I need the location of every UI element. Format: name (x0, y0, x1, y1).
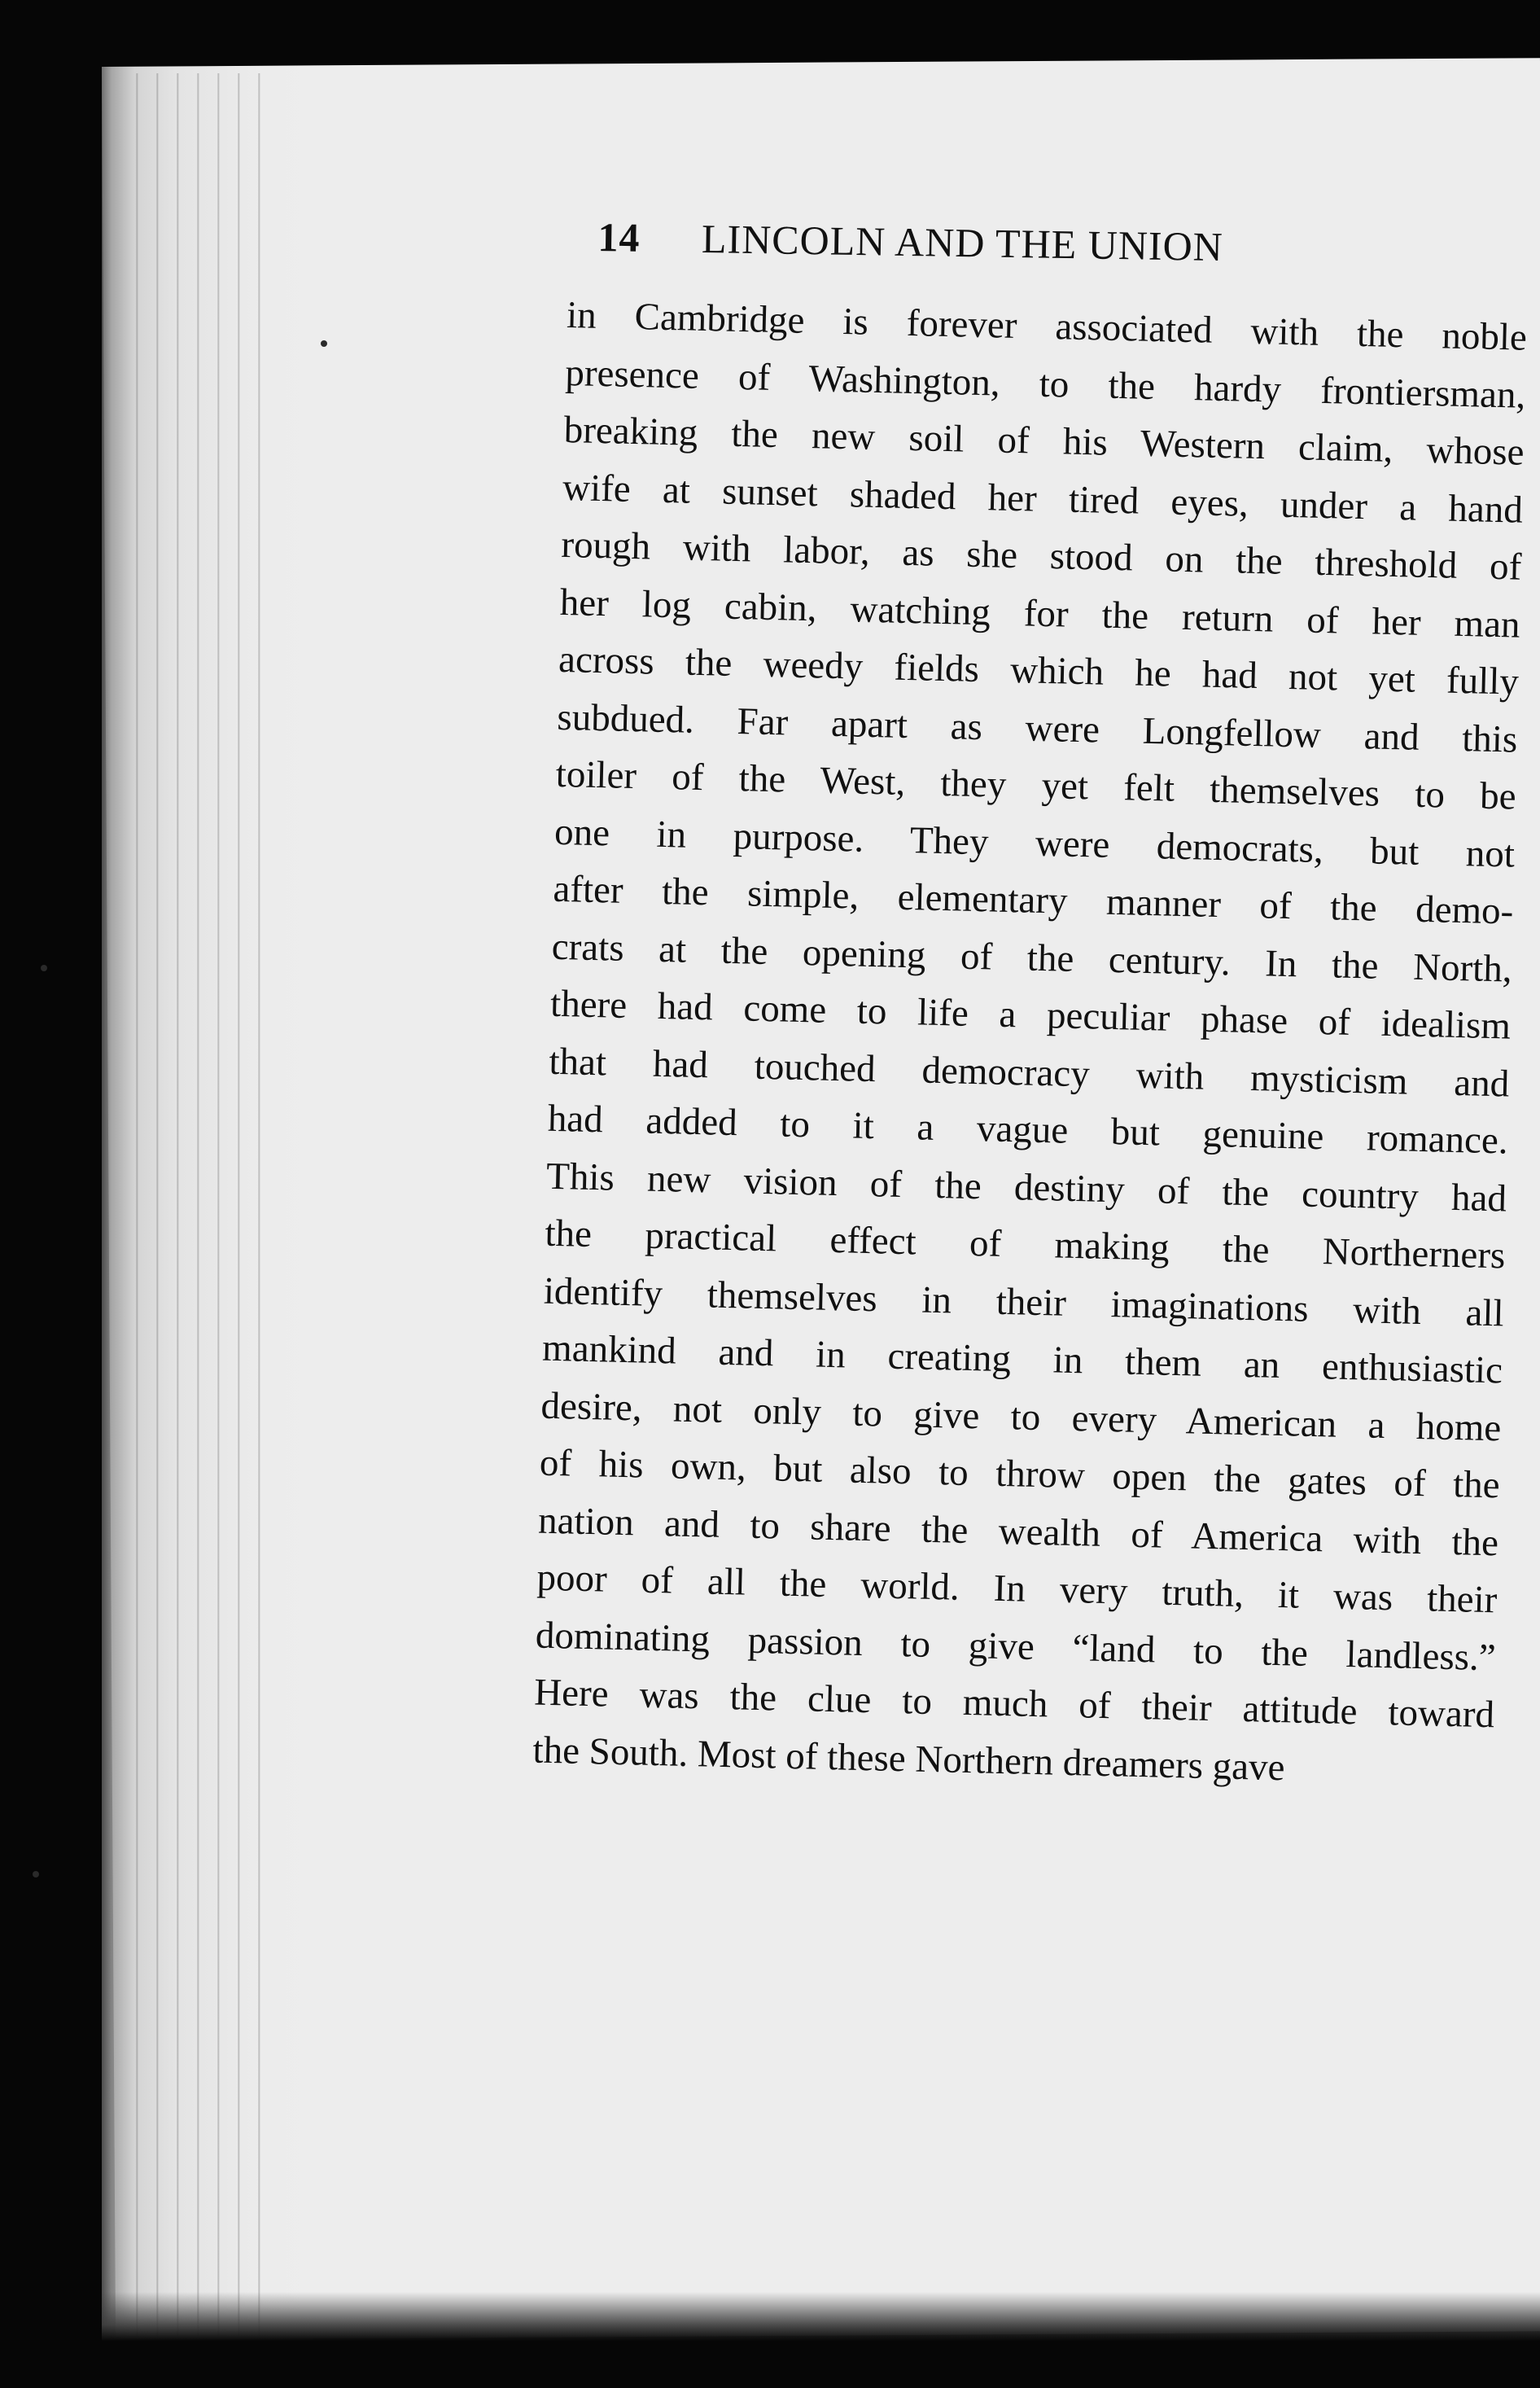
text-line: of his own, but also to throw open the gates of the (539, 1441, 1501, 1507)
text-line: her log cabin, watching for the return of her man (559, 581, 1521, 646)
scan-speck (321, 340, 327, 347)
text-line: breaking the new soil of his Western claim, whose (563, 408, 1525, 474)
running-head: LINCOLN AND THE UNION (701, 216, 1224, 270)
scan-speck (33, 1871, 39, 1878)
text-line: nation and to share the wealth of America with the (537, 1499, 1499, 1564)
text-line: wife at sunset shaded her tired eyes, under a hand (562, 466, 1524, 532)
text-line: toiler of the West, they yet felt themselves to be (555, 752, 1517, 818)
text-line: the practical effect of making the Northerners (544, 1212, 1506, 1277)
text-line: mankind and in creating in them an enthusiastic (541, 1326, 1503, 1392)
text-line: This new vision of the destiny of the country had (545, 1155, 1507, 1220)
text-line: that had touched democracy with mysticism and (548, 1040, 1510, 1106)
text-line: subdued. Far apart as were Longfellow and this (556, 695, 1518, 761)
page-edge-lines (118, 73, 265, 2337)
text-line: there had come to life a peculiar phase of idealism (549, 982, 1512, 1048)
text-line: after the simple, elementary manner of the demo- (552, 867, 1514, 933)
text-line: across the weedy fields which he had not yet fully (558, 638, 1520, 703)
page-number: 14 (597, 213, 641, 261)
page-bottom-shadow (102, 2292, 1540, 2341)
body-paragraph (532, 287, 1528, 1801)
scan-speck (41, 965, 47, 971)
text-line: crats at the opening of the century. In the North, (551, 925, 1513, 991)
text-line: identify themselves in their imaginations with all (543, 1269, 1505, 1334)
text-line: in Cambridge is forever associated with the noble (566, 293, 1528, 359)
text-line: had added to it a vague but genuine romance. (547, 1097, 1509, 1163)
text-line: the South. Most of these Northern dreamers gave (532, 1729, 1286, 1789)
text-line: dominating passion to give “land to the landless.” (535, 1614, 1497, 1679)
text-line: presence of Washington, to the hardy frontiersman, (564, 351, 1526, 417)
text-line: rough with labor, as she stood on the threshold of (560, 523, 1522, 589)
text-line: poor of all the world. In very truth, it was their (536, 1556, 1498, 1622)
text-line: one in purpose. They were democrats, but not (553, 810, 1516, 876)
text-line: Here was the clue to much of their attitude toward (533, 1671, 1495, 1737)
text-line: desire, not only to give to every American a home (540, 1384, 1502, 1449)
